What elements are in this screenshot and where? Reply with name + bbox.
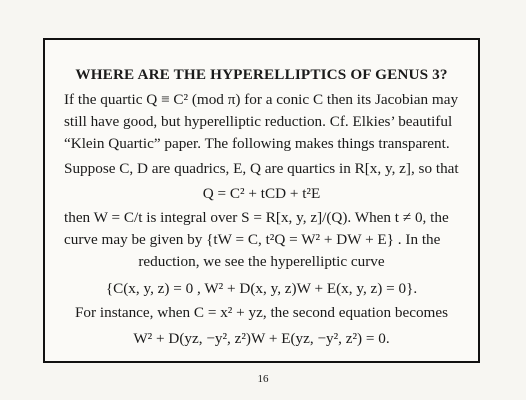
equation-2: {C(x, y, z) = 0 , W² + D(x, y, z)W + E(x, y, z) = 0}.	[105, 280, 418, 297]
slide-title: WHERE ARE THE HYPERELLIPTICS OF GENUS 3?	[75, 66, 448, 83]
paragraph-2: Suppose C, D are quadrics, E, Q are quartics in R[x, y, z], so that	[64, 160, 459, 177]
paragraph-1-line-1: If the quartic Q ≡ C² (mod π) for a conic C then its Jacobian may	[64, 91, 459, 108]
paragraph-1-line-3: “Klein Quartic” paper. The following makes things transparent.	[64, 135, 450, 152]
paragraph-3-line-1: then W = C/t is integral over S = R[x, y, z]/(Q). When t ≠ 0, the	[64, 209, 449, 226]
equation-1: Q = C² + tCD + t²E	[202, 185, 321, 202]
equation-3: W² + D(yz, −y², z²)W + E(yz, −y², z²) = 0.	[133, 330, 390, 347]
paragraph-3-line-2: curve may be given by {tW = C, t²Q = W² + DW + E} . In the	[64, 231, 441, 248]
slide-frame	[43, 38, 480, 363]
paragraph-3-line-3: reduction, we see the hyperelliptic curve	[138, 253, 385, 270]
page-number: 16	[257, 373, 269, 385]
paragraph-1-line-2: still have good, but hyperelliptic reduction. Cf. Elkies’ beautiful	[64, 113, 453, 130]
paragraph-4: For instance, when C = x² + yz, the second equation becomes	[74, 304, 448, 321]
